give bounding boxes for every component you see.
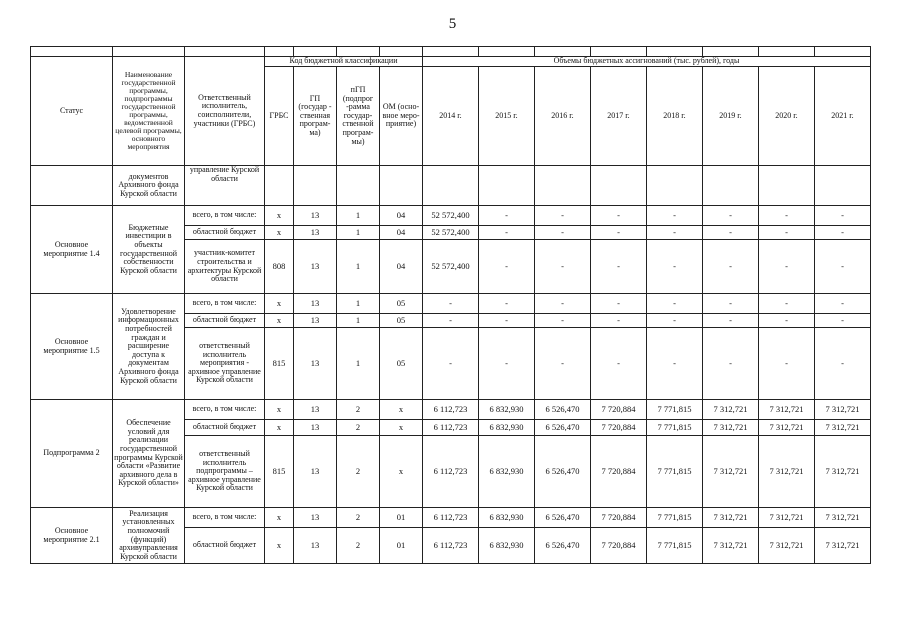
value-cell: - <box>647 314 703 328</box>
header-gp: ГП (государ - ственная програм- ма) <box>294 67 337 166</box>
value-cell: 7 720,884 <box>591 420 647 436</box>
page-number: 5 <box>448 16 457 32</box>
grbs-cell: х <box>265 528 294 564</box>
header-grbs: ГРБС <box>265 67 294 166</box>
header-year-2016: 2016 г. <box>535 67 591 166</box>
value-cell: 7 312,721 <box>815 436 871 508</box>
executor-cell: областной бюджет <box>185 420 265 436</box>
table-row <box>31 400 871 420</box>
pgp-cell: 1 <box>337 206 380 226</box>
executor-cell: участник-комитет строительства и архитектуры Курской области <box>185 240 265 294</box>
grbs-cell: х <box>265 226 294 240</box>
pgp-cell: 2 <box>337 508 380 528</box>
value-cell: - <box>759 240 815 294</box>
om-cell: 05 <box>380 328 423 400</box>
value-cell: 7 771,815 <box>647 400 703 420</box>
header-year-2017: 2017 г. <box>591 67 647 166</box>
value-cell: 7 312,721 <box>815 528 871 564</box>
value-cell: - <box>535 328 591 400</box>
value-cell: - <box>479 314 535 328</box>
value-cell: 6 112,723 <box>423 436 479 508</box>
value-cell: 7 312,721 <box>759 436 815 508</box>
gp-cell: 13 <box>294 420 337 436</box>
pgp-cell: 2 <box>337 528 380 564</box>
value-cell: 6 832,930 <box>479 420 535 436</box>
om-cell: х <box>380 400 423 420</box>
value-cell: - <box>759 294 815 314</box>
value-cell: - <box>759 328 815 400</box>
value-cell: - <box>479 226 535 240</box>
value-cell: 6 526,470 <box>535 420 591 436</box>
value-cell: 6 832,930 <box>479 508 535 528</box>
value-cell: 6 112,723 <box>423 528 479 564</box>
om-cell: 01 <box>380 528 423 564</box>
continuation-name: документов Архивного фонда Курской области <box>113 166 185 206</box>
value-cell: 6 112,723 <box>423 400 479 420</box>
pgp-cell: 1 <box>337 240 380 294</box>
value-cell: 7 312,721 <box>703 508 759 528</box>
value-cell: 7 312,721 <box>703 436 759 508</box>
grbs-cell: х <box>265 400 294 420</box>
grbs-cell: х <box>265 420 294 436</box>
header-name: Наименование государственной программы, подпрограммы государственной программы, ведомственной целевой программы, основного мероприятия <box>113 57 185 166</box>
om-cell: 04 <box>380 240 423 294</box>
status-cell: Основное мероприятие 1.4 <box>31 206 113 294</box>
value-cell: - <box>703 240 759 294</box>
executor-cell: всего, в том числе: <box>185 508 265 528</box>
header-executor: Ответственный исполнитель, соисполнители, участники (ГРБС) <box>185 57 265 166</box>
executor-cell: всего, в том числе: <box>185 294 265 314</box>
gp-cell: 13 <box>294 400 337 420</box>
value-cell: - <box>815 314 871 328</box>
value-cell: - <box>759 314 815 328</box>
header-year-2021: 2021 г. <box>815 67 871 166</box>
program-name-cell: Обеспечение условий для реализации государственной программы Курской области «Развитие архивного дела в Курской области» <box>113 400 185 508</box>
value-cell: 6 526,470 <box>535 508 591 528</box>
value-cell: 7 771,815 <box>647 436 703 508</box>
table-row <box>31 508 871 528</box>
table-row <box>31 206 871 226</box>
grbs-cell: х <box>265 206 294 226</box>
value-cell: - <box>759 206 815 226</box>
header-bcc-group: Код бюджетной классификации <box>265 57 423 67</box>
value-cell: - <box>703 206 759 226</box>
value-cell: 7 312,721 <box>759 508 815 528</box>
pgp-cell: 1 <box>337 314 380 328</box>
executor-cell: областной бюджет <box>185 528 265 564</box>
grbs-cell: х <box>265 314 294 328</box>
value-cell: - <box>815 294 871 314</box>
value-cell: 7 312,721 <box>759 400 815 420</box>
header-year-2015: 2015 г. <box>479 67 535 166</box>
value-cell: - <box>647 240 703 294</box>
value-cell: 7 312,721 <box>759 420 815 436</box>
om-cell: 05 <box>380 294 423 314</box>
value-cell: 7 312,721 <box>703 400 759 420</box>
value-cell: 52 572,400 <box>423 206 479 226</box>
pgp-cell: 2 <box>337 400 380 420</box>
value-cell: - <box>535 314 591 328</box>
header-pgp: пГП (подпрог -рамма государ- ственной програм- мы) <box>337 67 380 166</box>
gp-cell: 13 <box>294 226 337 240</box>
om-cell: 04 <box>380 206 423 226</box>
value-cell: 7 312,721 <box>703 528 759 564</box>
value-cell: 7 771,815 <box>647 420 703 436</box>
status-cell: Основное мероприятие 1.5 <box>31 294 113 400</box>
executor-cell: областной бюджет <box>185 314 265 328</box>
grbs-cell: 815 <box>265 436 294 508</box>
value-cell: - <box>647 226 703 240</box>
value-cell: - <box>591 206 647 226</box>
value-cell: - <box>591 226 647 240</box>
grbs-cell: 808 <box>265 240 294 294</box>
om-cell: 04 <box>380 226 423 240</box>
value-cell: 7 771,815 <box>647 528 703 564</box>
value-cell: - <box>815 206 871 226</box>
program-name-cell: Бюджетные инвестиции в объекты государственной собственности Курской области <box>113 206 185 294</box>
value-cell: - <box>647 328 703 400</box>
value-cell: 7 720,884 <box>591 508 647 528</box>
gp-cell: 13 <box>294 508 337 528</box>
pgp-cell: 2 <box>337 436 380 508</box>
value-cell: 6 832,930 <box>479 436 535 508</box>
header-status: Статус <box>31 57 113 166</box>
value-cell: - <box>703 314 759 328</box>
gp-cell: 13 <box>294 294 337 314</box>
pgp-cell: 1 <box>337 328 380 400</box>
value-cell: - <box>591 314 647 328</box>
gp-cell: 13 <box>294 206 337 226</box>
value-cell: - <box>479 294 535 314</box>
value-cell: - <box>815 226 871 240</box>
om-cell: х <box>380 436 423 508</box>
value-cell: 7 312,721 <box>759 528 815 564</box>
continuation-executor: управление Курской области <box>185 166 265 206</box>
header-om: ОМ (осно- вное меро- приятие) <box>380 67 423 166</box>
header-year-2019: 2019 г. <box>703 67 759 166</box>
value-cell: - <box>703 294 759 314</box>
value-cell: - <box>591 240 647 294</box>
value-cell: - <box>479 240 535 294</box>
value-cell: 52 572,400 <box>423 226 479 240</box>
budget-table <box>30 46 871 564</box>
om-cell: 01 <box>380 508 423 528</box>
executor-cell: ответственный исполнитель мероприятия - архивное управление Курской области <box>185 328 265 400</box>
value-cell: 6 112,723 <box>423 420 479 436</box>
value-cell: - <box>703 328 759 400</box>
gp-cell: 13 <box>294 328 337 400</box>
value-cell: 52 572,400 <box>423 240 479 294</box>
column-number-row <box>31 47 871 57</box>
header-year-2014: 2014 г. <box>423 67 479 166</box>
value-cell: 7 312,721 <box>703 420 759 436</box>
value-cell: - <box>591 294 647 314</box>
gp-cell: 13 <box>294 436 337 508</box>
continuation-row <box>31 166 871 206</box>
value-cell: 7 312,721 <box>815 400 871 420</box>
header-row-1 <box>31 57 871 67</box>
value-cell: - <box>535 240 591 294</box>
value-cell: 7 312,721 <box>815 420 871 436</box>
value-cell: - <box>759 226 815 240</box>
value-cell: - <box>423 314 479 328</box>
value-cell: - <box>815 328 871 400</box>
value-cell: 6 526,470 <box>535 436 591 508</box>
value-cell: - <box>479 206 535 226</box>
header-volumes-group: Объемы бюджетных ассигнований (тыс. рублей), годы <box>423 57 871 67</box>
executor-cell: всего, в том числе: <box>185 400 265 420</box>
value-cell: - <box>535 226 591 240</box>
value-cell: 6 832,930 <box>479 400 535 420</box>
value-cell: - <box>535 294 591 314</box>
value-cell: 6 112,723 <box>423 508 479 528</box>
value-cell: 6 832,930 <box>479 528 535 564</box>
program-name-cell: Удовлетворение информационных потребностей граждан и расширение доступа к документам Архивного фонда Курской области <box>113 294 185 400</box>
value-cell: - <box>535 206 591 226</box>
value-cell: - <box>815 240 871 294</box>
gp-cell: 13 <box>294 528 337 564</box>
grbs-cell: х <box>265 508 294 528</box>
status-cell: Подпрограмма 2 <box>31 400 113 508</box>
value-cell: - <box>647 294 703 314</box>
value-cell: - <box>479 328 535 400</box>
value-cell: - <box>591 328 647 400</box>
executor-cell: областной бюджет <box>185 226 265 240</box>
om-cell: х <box>380 420 423 436</box>
table-row <box>31 294 871 314</box>
value-cell: 7 312,721 <box>815 508 871 528</box>
header-year-2020: 2020 г. <box>759 67 815 166</box>
value-cell: - <box>703 226 759 240</box>
value-cell: - <box>423 328 479 400</box>
value-cell: - <box>423 294 479 314</box>
program-name-cell: Реализация установленных полномочий (функций) архивуправления Курской области <box>113 508 185 564</box>
value-cell: 7 720,884 <box>591 436 647 508</box>
om-cell: 05 <box>380 314 423 328</box>
pgp-cell: 2 <box>337 420 380 436</box>
value-cell: - <box>647 206 703 226</box>
grbs-cell: х <box>265 294 294 314</box>
value-cell: 7 771,815 <box>647 508 703 528</box>
value-cell: 6 526,470 <box>535 528 591 564</box>
status-cell: Основное мероприятие 2.1 <box>31 508 113 564</box>
header-year-2018: 2018 г. <box>647 67 703 166</box>
executor-cell: ответственный исполнитель подпрограммы – архивное управление Курской области <box>185 436 265 508</box>
value-cell: 7 720,884 <box>591 400 647 420</box>
gp-cell: 13 <box>294 240 337 294</box>
value-cell: 6 526,470 <box>535 400 591 420</box>
gp-cell: 13 <box>294 314 337 328</box>
executor-cell: всего, в том числе: <box>185 206 265 226</box>
value-cell: 7 720,884 <box>591 528 647 564</box>
grbs-cell: 815 <box>265 328 294 400</box>
pgp-cell: 1 <box>337 294 380 314</box>
pgp-cell: 1 <box>337 226 380 240</box>
